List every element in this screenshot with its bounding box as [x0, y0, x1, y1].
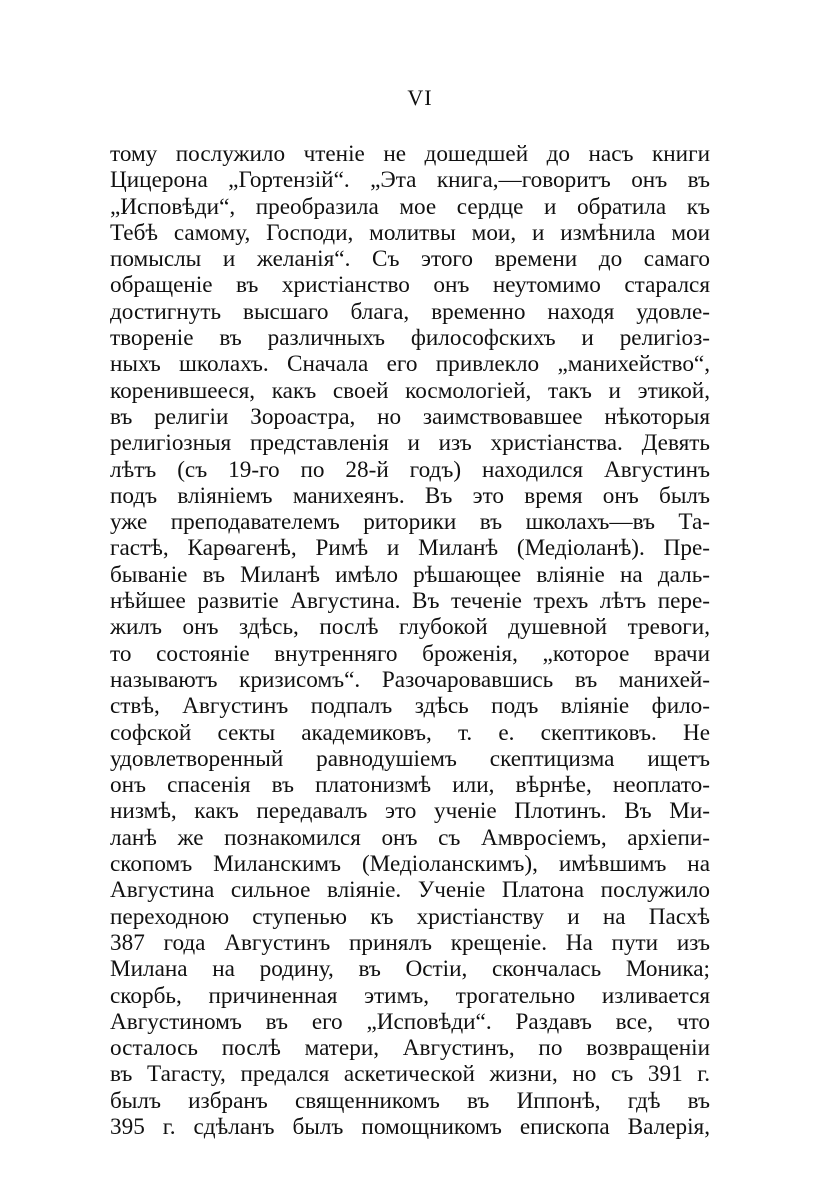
text-line: подъ влiянiемъ манихеянъ. Въ это время онъ былъ	[110, 482, 710, 509]
text-line: скопомъ Миланскимъ (Медiоланскимъ), имѣвшимъ на	[110, 851, 710, 878]
body-text	[110, 141, 710, 1140]
text-line: въ религiи Зороастра, но заимствовавшее нѣкоторыя	[110, 403, 710, 430]
text-line: нѣйшее развитiе Августина. Въ теченiе трехъ лѣтъ пере-	[110, 588, 710, 615]
text-line: ланѣ же познакомился онъ съ Амвросiемъ, архiепи-	[110, 824, 710, 851]
text-line: жилъ онъ здѣсь, послѣ глубокой душевной тревоги,	[110, 614, 710, 641]
text-line: удовлетворенный равнодушiемъ скептицизма ищетъ	[110, 745, 710, 772]
text-line: быванiе въ Миланѣ имѣло рѣшающее влiянiе на даль-	[110, 561, 710, 588]
text-line: обращенiе въ христiанство онъ неутомимо старался	[110, 272, 710, 299]
text-line: въ Тагасту, предался аскетической жизни, но съ 391 г.	[110, 1061, 710, 1088]
text-line: 395 г. сдѣланъ былъ помощникомъ епископа Валерiя,	[110, 1113, 710, 1140]
text-line: называютъ кризисомъ“. Разочаровавшись въ манихей-	[110, 666, 710, 693]
text-line: скорбь, причиненная этимъ, трогательно изливается	[110, 982, 710, 1009]
text-line: достигнуть высшаго блага, временно находя удовле-	[110, 298, 710, 325]
text-line: то состоянiе внутренняго броженiя, „которое врачи	[110, 640, 710, 667]
text-line: низмѣ, какъ передавалъ это ученiе Плотинъ. Въ Ми-	[110, 798, 710, 825]
text-line: софской секты академиковъ, т. е. скептиковъ. Не	[110, 719, 710, 746]
text-line: коренившееся, какъ своей космологiей, такъ и этикой,	[110, 377, 710, 404]
text-line: Августина сильное влiянiе. Ученiе Платона послужило	[110, 877, 710, 904]
text-line: творенiе въ различныхъ философскихъ и религiоз-	[110, 325, 710, 352]
page-number: VI	[407, 85, 433, 110]
text-line: помыслы и желанiя“. Съ этого времени до самаго	[110, 246, 710, 273]
text-line: Августиномъ въ его „Исповѣди“. Раздавъ все, что	[110, 1008, 710, 1035]
text-line: онъ спасенiя въ платонизмѣ или, вѣрнѣе, неоплато-	[110, 772, 710, 799]
text-line: ныхъ школахъ. Сначала его привлекло „манихейство“,	[110, 351, 710, 378]
text-line: тому послужило чтенiе не дошедшей до насъ книги	[110, 141, 710, 167]
text-line: уже преподавателемъ риторики въ школахъ—въ Та-	[110, 509, 710, 536]
text-line: Цицерона „Гортензiй“. „Эта книга,—говоритъ онъ въ	[110, 167, 710, 194]
text-line: 387 года Августинъ принялъ крещенiе. На пути изъ	[110, 929, 710, 956]
text-line: былъ избранъ священникомъ въ Иппонѣ, гдѣ въ	[110, 1087, 710, 1114]
text-line: ствѣ, Августинъ подпалъ здѣсь подъ влiянiе фило-	[110, 693, 710, 720]
text-line: переходною ступенью къ христiанству и на Пасхѣ	[110, 903, 710, 930]
text-line: осталось послѣ матери, Августинъ, по возвращенiи	[110, 1035, 710, 1062]
text-line: гастѣ, Карѳагенѣ, Римѣ и Миланѣ (Медiоланѣ). Пре-	[110, 535, 710, 562]
text-line: лѣтъ (съ 19-го по 28-й годъ) находился Августинъ	[110, 456, 710, 483]
text-line: Милана на родину, въ Остiи, скончалась Моника;	[110, 956, 710, 983]
text-line: религiозныя представленiя и изъ христiанства. Девять	[110, 430, 710, 457]
text-line: „Исповѣди“, преобразила мое сердце и обратила къ	[110, 193, 710, 220]
text-line: Тебѣ самому, Господи, молитвы мои, и измѣнила мои	[110, 219, 710, 246]
